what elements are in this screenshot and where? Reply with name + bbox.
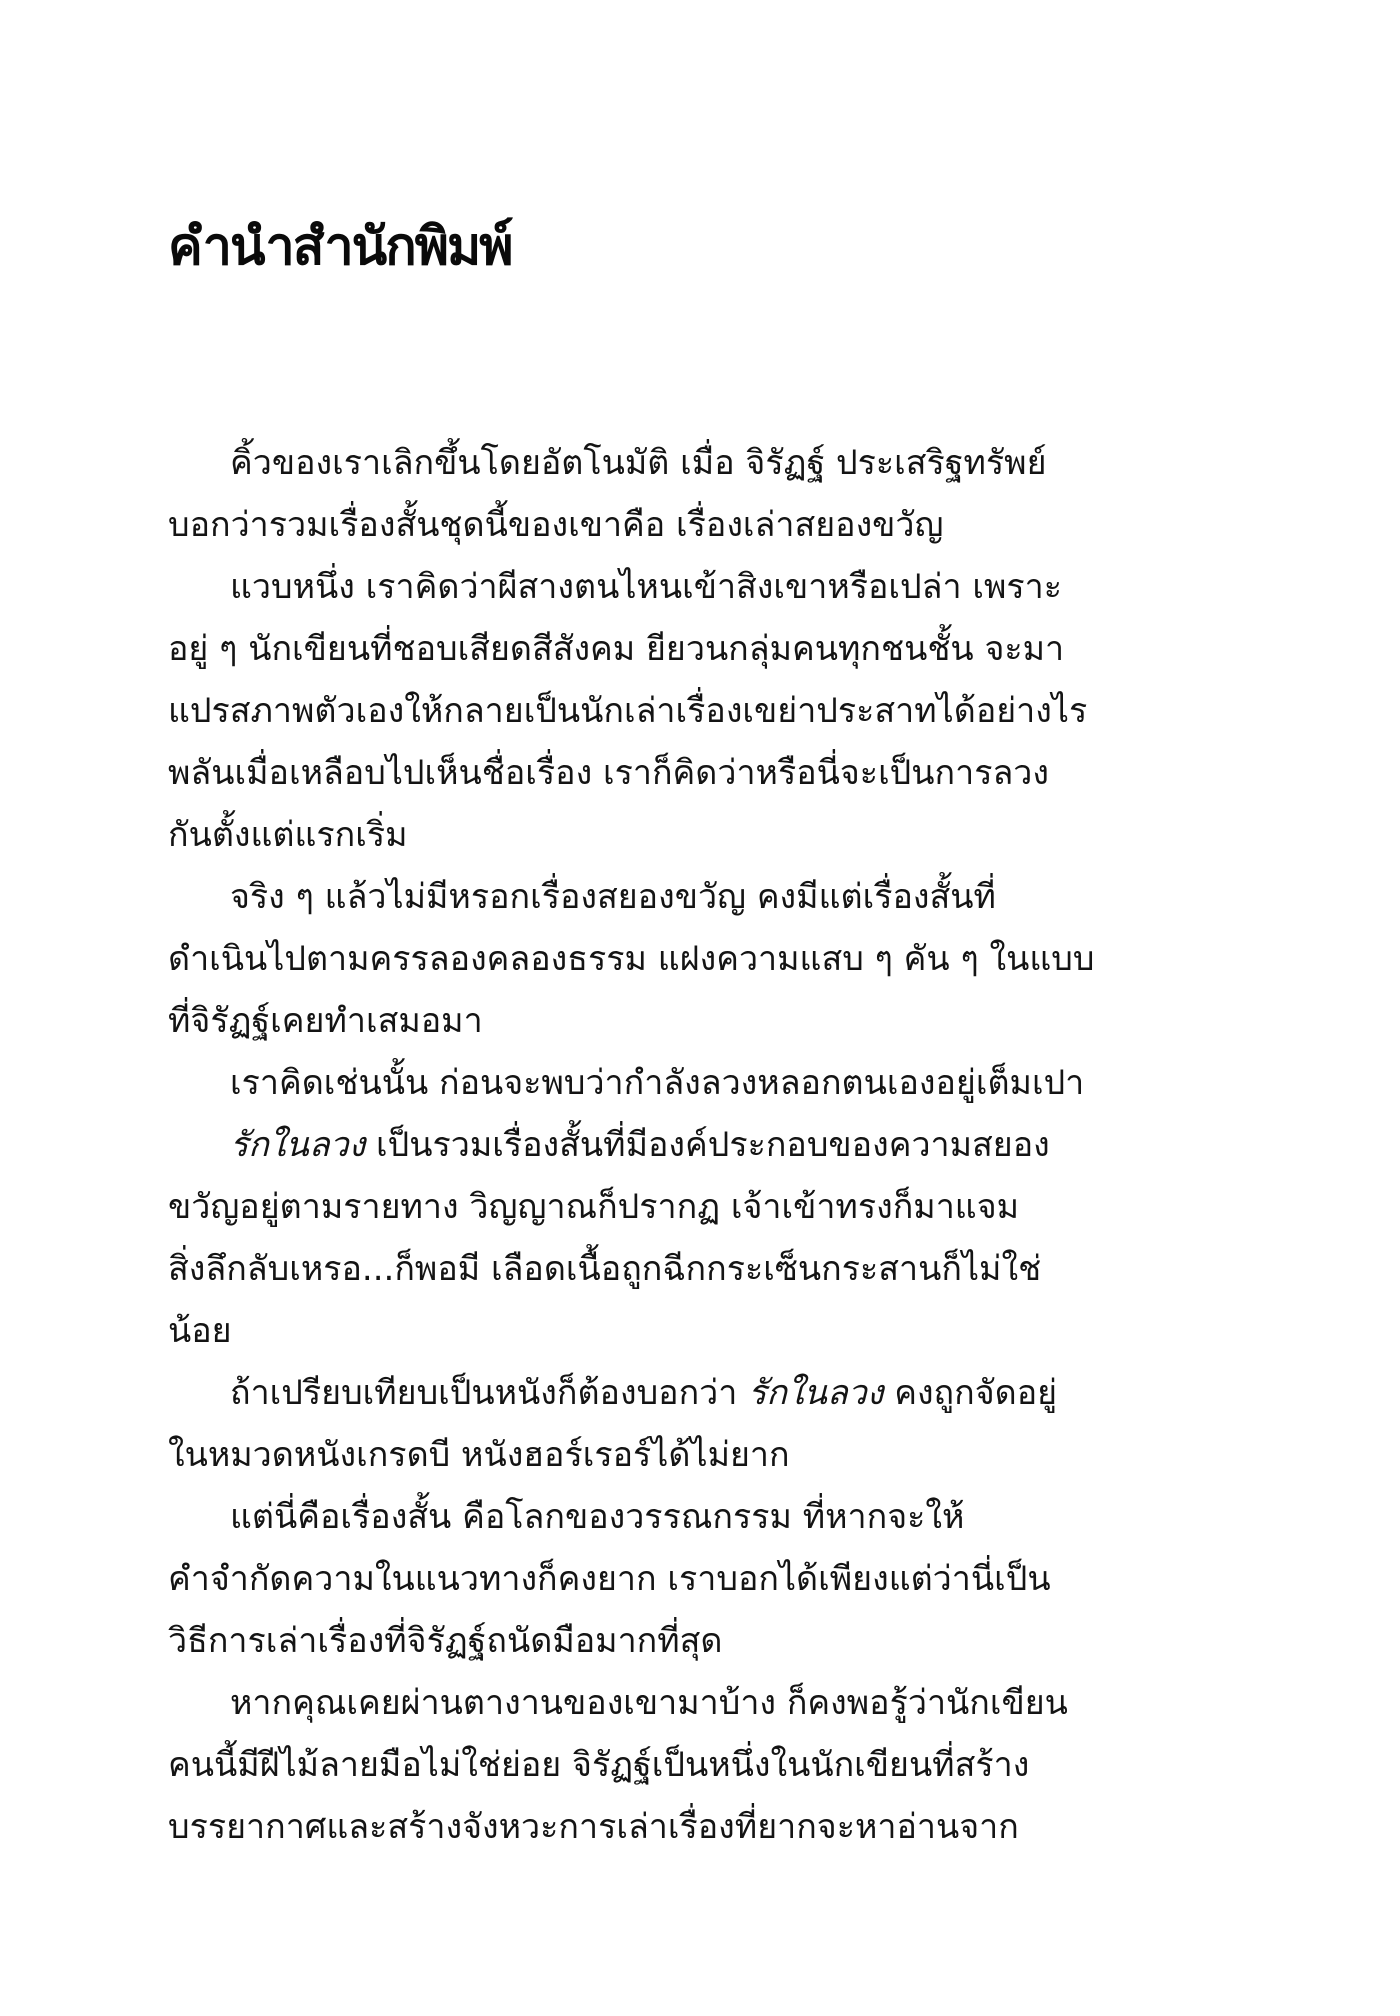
text-line	[168, 1362, 1168, 1424]
text-line: จริง ๆ แล้วไม่มีหรอกเรื่องสยองขวัญ คงมีแต่เรื่องสั้นที่	[230, 877, 996, 917]
text-line: กันตั้งแต่แรกเริ่ม	[168, 815, 408, 855]
text-line: ในหมวดหนังเกรดบี หนังฮอร์เรอร์ได้ไม่ยาก	[168, 1435, 790, 1475]
text-line: ขวัญอยู่ตามรายทาง วิญญาณก็ปรากฏ เจ้าเข้าทรงก็มาแจม	[168, 1187, 1020, 1227]
text-line: แวบหนึ่ง เราคิดว่าผีสางตนไหนเข้าสิงเขาหรือเปล่า เพราะ	[230, 567, 1063, 607]
text-line: คิ้วของเราเลิกขึ้นโดยอัตโนมัติ เมื่อ จิรัฏฐ์ ประเสริฐทรัพย์	[230, 443, 1047, 483]
text-line: น้อย	[168, 1311, 232, 1351]
text-line: สิ่งลึกลับเหรอ...ก็พอมี เลือดเนื้อถูกฉีกกระเซ็นกระสานก็ไม่ใช่	[168, 1249, 1042, 1289]
text-line: บอกว่ารวมเรื่องสั้นชุดนี้ของเขาคือ เรื่องเล่าสยองขวัญ	[168, 505, 944, 545]
text-line: อยู่ ๆ นักเขียนที่ชอบเสียดสีสังคม ยียวนกลุ่มคนทุกชนชั้น จะมา	[168, 629, 1065, 669]
text-line: แต่นี่คือเรื่องสั้น คือโลกของวรรณกรรม ที่หากจะให้	[230, 1497, 965, 1537]
text-segment: เป็นรวมเรื่องสั้นที่มีองค์ประกอบของความสยอง	[365, 1125, 1050, 1165]
text-line: คนนี้มีฝีไม้ลายมือไม่ใช่ย่อย จิรัฏฐ์เป็นหนึ่งในนักเขียนที่สร้าง	[168, 1745, 1030, 1785]
text-line: ดำเนินไปตามครรลองคลองธรรม แฝงความแสบ ๆ คัน ๆ ในแบบ	[168, 939, 1095, 979]
text-line: พลันเมื่อเหลือบไปเห็นชื่อเรื่อง เราก็คิดว่าหรือนี่จะเป็นการลวง	[168, 753, 1049, 793]
text-line: คำจำกัดความในแนวทางก็คงยาก เราบอกได้เพียงแต่ว่านี่เป็น	[168, 1559, 1051, 1599]
text-segment: คงถูกจัดอยู่	[883, 1373, 1058, 1413]
text-line: แปรสภาพตัวเองให้กลายเป็นนักเล่าเรื่องเขย่าประสาทได้อย่างไร	[168, 691, 1088, 731]
text-line: บรรยากาศและสร้างจังหวะการเล่าเรื่องที่ยากจะหาอ่านจาก	[168, 1807, 1019, 1847]
text-line	[168, 1114, 1168, 1176]
page-heading: คำนำสำนักพิมพ์	[168, 217, 512, 277]
preface-body	[168, 432, 1168, 1858]
text-line: หากคุณเคยผ่านตางานของเขามาบ้าง ก็คงพอรู้ว่านักเขียน	[230, 1683, 1068, 1723]
book-title-italic: รักในลวง	[748, 1373, 884, 1413]
book-title-italic: รักในลวง	[230, 1125, 366, 1165]
text-segment: ถ้าเปรียบเทียบเป็นหนังก็ต้องบอกว่า	[230, 1373, 749, 1413]
text-line: เราคิดเช่นนั้น ก่อนจะพบว่ากำลังลวงหลอกตนเองอยู่เต็มเปา	[230, 1063, 1085, 1103]
text-line: ที่จิรัฏฐ์เคยทำเสมอมา	[168, 1001, 483, 1041]
text-line: วิธีการเล่าเรื่องที่จิรัฏฐ์ถนัดมือมากที่สุด	[168, 1621, 723, 1661]
